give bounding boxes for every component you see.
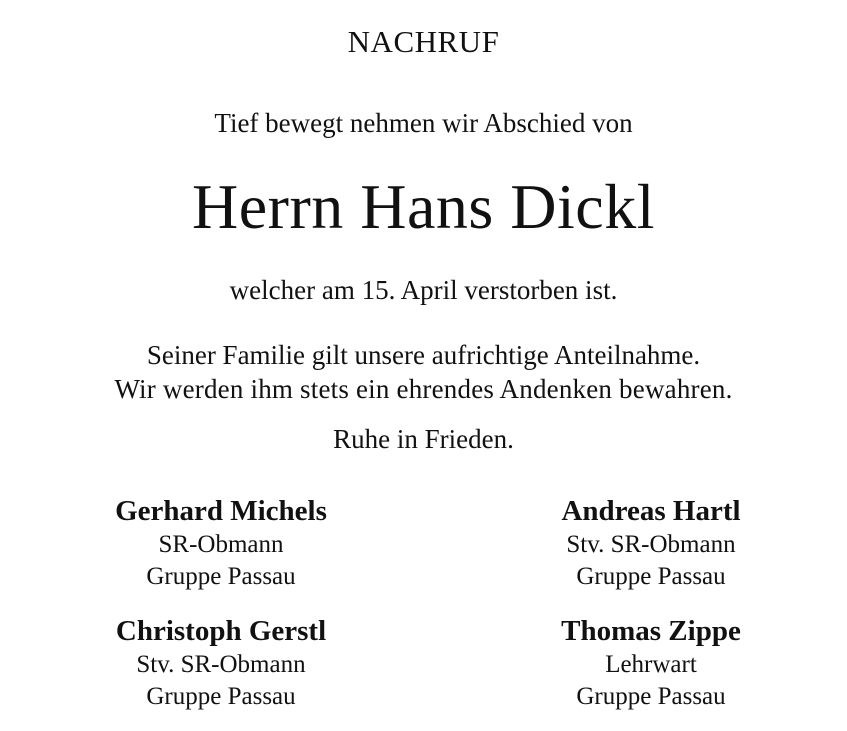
intro-line: Tief bewegt nehmen wir Abschied von: [214, 108, 633, 138]
signatory-group: Gruppe Passau: [576, 683, 726, 710]
signatory-role: Lehrwart: [605, 651, 697, 678]
signatory-role: Stv. SR-Obmann: [136, 651, 306, 678]
signatory-name: Andreas Hartl: [561, 495, 741, 527]
condolence-line-2: Wir werden ihm stets ein ehrendes Andenken bewahren.: [114, 374, 733, 404]
signatory-name: Christoph Gerstl: [115, 615, 327, 647]
signatory-block: [490, 613, 812, 713]
signatory-block: [60, 493, 382, 593]
signatory-group: Gruppe Passau: [146, 563, 296, 590]
death-date-line: welcher am 15. April verstorben ist.: [229, 275, 618, 305]
closing-line: Ruhe in Frieden.: [333, 424, 514, 454]
deceased-name: Herrn Hans Dickl: [192, 171, 655, 242]
signatory-group: Gruppe Passau: [576, 563, 726, 590]
signatory-name: Thomas Zippe: [561, 615, 741, 647]
notice-heading: NACHRUF: [347, 24, 500, 59]
signatory-name: Gerhard Michels: [115, 495, 327, 527]
signatory-group: Gruppe Passau: [146, 683, 296, 710]
signatory-role: SR-Obmann: [158, 531, 284, 558]
signatory-block: [60, 613, 382, 713]
signatory-role: Stv. SR-Obmann: [566, 531, 736, 558]
signatory-block: [490, 493, 812, 593]
condolence-line-1: Seiner Familie gilt unsere aufrichtige Anteilnahme.: [146, 340, 701, 370]
